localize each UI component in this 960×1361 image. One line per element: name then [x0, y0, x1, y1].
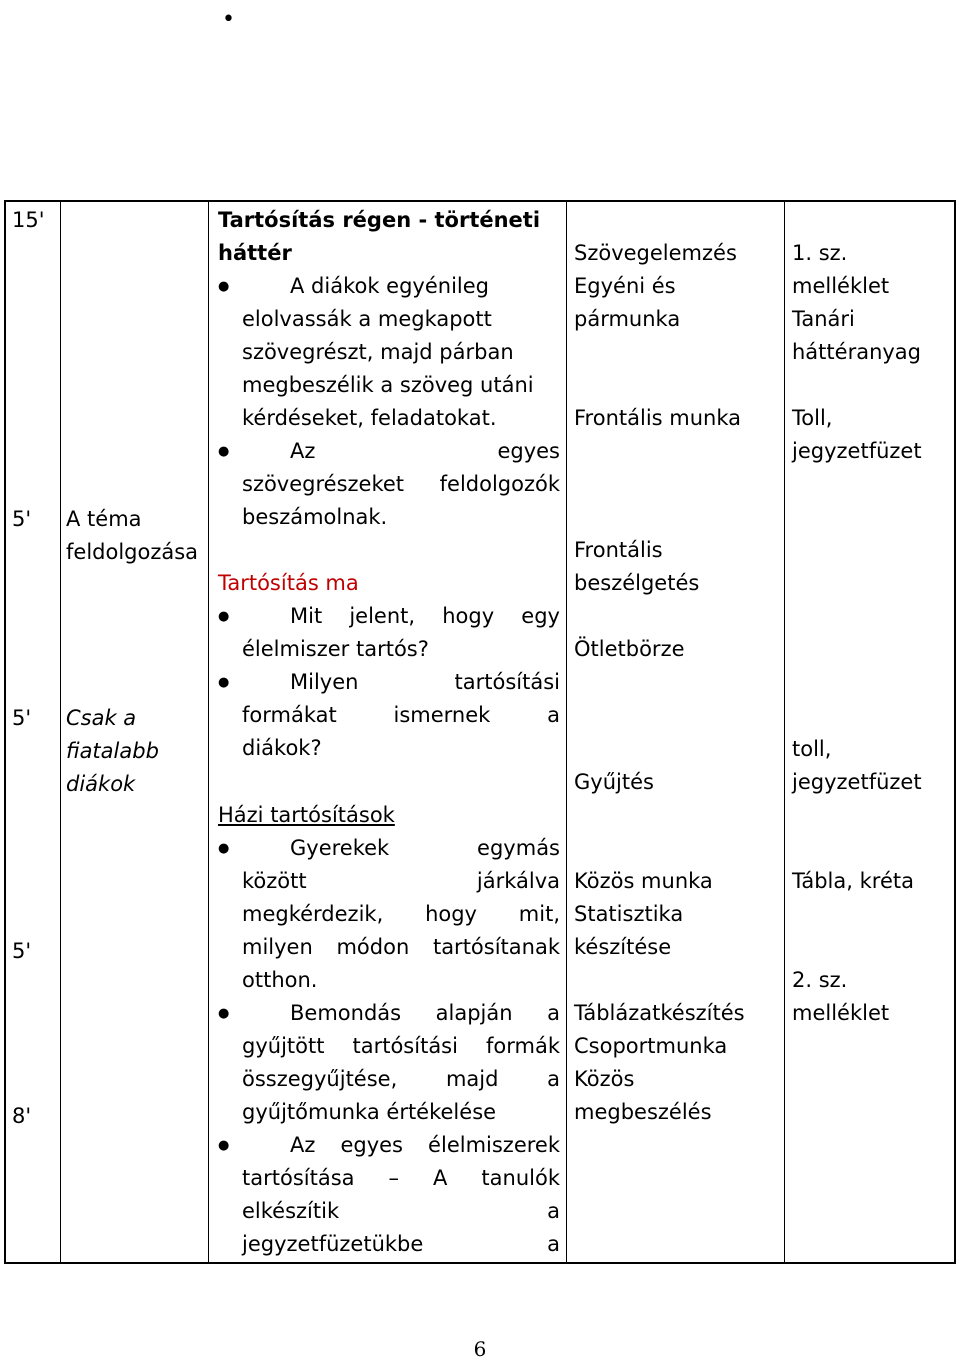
- activity-line: gyűjtött tartósítási formák: [242, 1034, 560, 1058]
- activity-line: otthon.: [242, 968, 318, 992]
- time-cell: 15': [12, 208, 45, 232]
- tools-cell: jegyzetfüzet: [792, 770, 922, 794]
- phase-cell: diákok: [66, 772, 136, 796]
- section-heading: Házi tartósítások: [218, 803, 395, 827]
- tools-cell: jegyzetfüzet: [792, 439, 922, 463]
- lesson-plan-table: [4, 200, 956, 1264]
- activity-line: beszámolnak.: [242, 505, 388, 529]
- method-cell: Közös munka: [574, 869, 713, 893]
- section-heading: Tartósítás ma: [218, 571, 359, 595]
- method-cell: Statisztika: [574, 902, 684, 926]
- method-cell: Gyűjtés: [574, 770, 654, 794]
- phase-cell: A téma: [66, 507, 142, 531]
- activity-line: kérdéseket, feladatokat.: [242, 406, 497, 430]
- activity-line: A diákok egyénileg: [290, 274, 489, 298]
- activity-line: gyűjtőmunka értékelése: [242, 1100, 497, 1124]
- section-heading: [218, 204, 560, 237]
- column-divider: [784, 202, 785, 1262]
- activity-line: élelmiszer tartós?: [242, 637, 429, 661]
- activity-line: milyen módon tartósítanak: [242, 935, 560, 959]
- activity-line: összegyűjtése, majd a: [242, 1067, 560, 1091]
- method-cell: Frontális: [574, 538, 663, 562]
- column-divider: [566, 202, 567, 1262]
- activity-line: Az egyes: [290, 439, 560, 463]
- activity-line: szövegrészt, majd párban: [242, 340, 514, 364]
- bullet-icon: ●: [218, 444, 230, 459]
- stray-bullet: •: [222, 7, 235, 32]
- method-cell: Frontális munka: [574, 406, 742, 430]
- bullet-icon: ●: [218, 1138, 230, 1153]
- time-cell: 5': [12, 507, 32, 531]
- tools-cell: Toll,: [792, 406, 833, 430]
- tools-cell: 2. sz.: [792, 968, 848, 992]
- tools-cell: melléklet: [792, 274, 890, 298]
- bullet-icon: ●: [218, 1006, 230, 1021]
- heading-text: Tartósítás régen - történeti: [218, 208, 541, 232]
- tools-cell: melléklet: [792, 1001, 890, 1025]
- bullet-icon: ●: [218, 279, 230, 294]
- activity-line: között járkálva: [242, 869, 560, 893]
- method-cell: Szövegelemzés: [574, 241, 737, 265]
- phase-cell: Csak a: [66, 706, 137, 730]
- activity-line: Mit jelent, hogy egy: [290, 604, 560, 628]
- method-cell: pármunka: [574, 307, 681, 331]
- tools-cell: toll,: [792, 737, 832, 761]
- phase-cell: fiatalabb: [66, 739, 159, 763]
- activity-line: Az egyes élelmiszerek: [290, 1133, 560, 1157]
- column-divider: [208, 202, 209, 1262]
- activity-line: elolvassák a megkapott: [242, 307, 492, 331]
- activity-line: Milyen tartósítási: [290, 670, 560, 694]
- method-cell: Csoportmunka: [574, 1034, 728, 1058]
- time-cell: 5': [12, 939, 32, 963]
- bullet-icon: ●: [218, 675, 230, 690]
- activity-line: elkészítik a: [242, 1199, 560, 1223]
- method-cell: megbeszélés: [574, 1100, 712, 1124]
- time-cell: 8': [12, 1104, 32, 1128]
- tools-cell: Tanári: [792, 307, 855, 331]
- activity-line: szövegrészeket feldolgozók: [242, 472, 560, 496]
- time-cell: 5': [12, 706, 32, 730]
- page-number: 6: [473, 1337, 487, 1361]
- method-cell: Egyéni és: [574, 274, 676, 298]
- method-cell: beszélgetés: [574, 571, 700, 595]
- bullet-icon: ●: [218, 841, 230, 856]
- activity-line: formákat ismernek a: [242, 703, 560, 727]
- bullet-icon: ●: [218, 609, 230, 624]
- activity-line: diákok?: [242, 736, 322, 760]
- activity-line: megkérdezik, hogy mit,: [242, 902, 560, 926]
- method-cell: Ötletbörze: [574, 637, 685, 661]
- method-cell: Táblázatkészítés: [574, 1001, 745, 1025]
- activity-line: megbeszélik a szöveg utáni: [242, 373, 534, 397]
- activity-line: jegyzetfüzetükbe a: [242, 1232, 560, 1256]
- section-heading: háttér: [218, 241, 292, 265]
- tools-cell: Tábla, kréta: [792, 869, 914, 893]
- tools-cell: 1. sz.: [792, 241, 848, 265]
- method-cell: készítése: [574, 935, 672, 959]
- method-cell: Közös: [574, 1067, 635, 1091]
- activity-line: Gyerekek egymás: [290, 836, 560, 860]
- tools-cell: háttéranyag: [792, 340, 922, 364]
- phase-cell: feldolgozása: [66, 540, 199, 564]
- activity-line: tartósítása – A tanulók: [242, 1166, 560, 1190]
- activity-line: Bemondás alapján a: [290, 1001, 560, 1025]
- column-divider: [60, 202, 61, 1262]
